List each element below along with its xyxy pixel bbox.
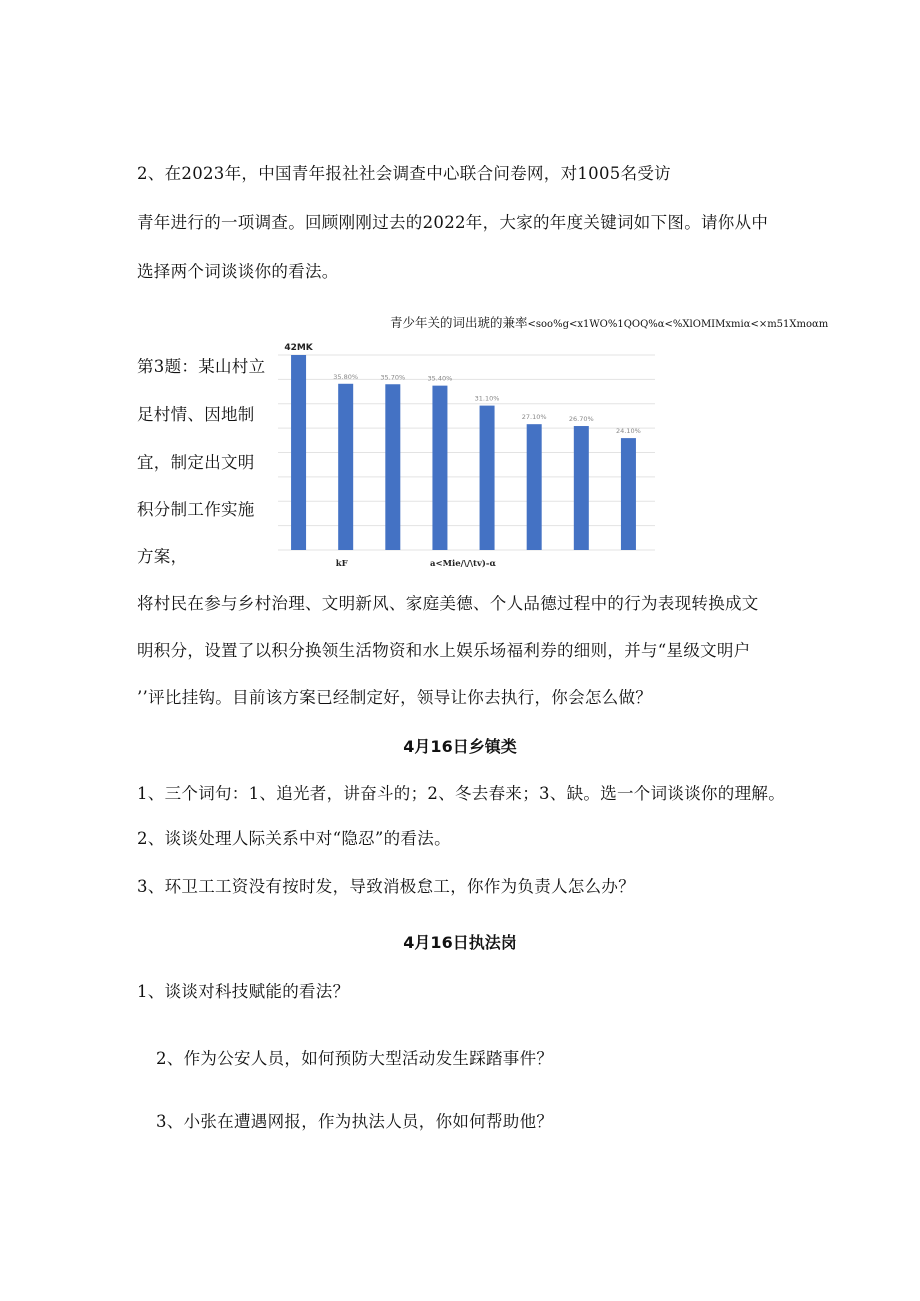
q3-side-line-1: 第3题：某山村立 xyxy=(137,357,266,376)
law-q2: 2、作为公安人员，如何预防大型活动发生踩踏事件？ xyxy=(156,1049,554,1068)
bar-1 xyxy=(338,384,353,550)
bar-7 xyxy=(621,438,636,550)
data-label-4: 31.10% xyxy=(474,394,500,403)
data-label-3: 35.40% xyxy=(427,374,453,383)
q3-line-2: 明积分，设置了以积分换领生活物资和水上娱乐场福利券的细则，并与“星级文明户 xyxy=(137,641,751,660)
chart-title-text: 青少年关的词出琥的兼率 xyxy=(390,315,528,330)
q3-line-1: 将村民在参与乡村治理、文明新风、家庭美德、个人品德过程中的行为表现转换成文 xyxy=(137,594,759,613)
q3-side-line-2: 足村情、因地制 xyxy=(137,405,255,424)
township-q1: 1、三个词句：1、追光者，讲奋斗的；2、冬去春来；3、缺。选一个词谈谈你的理解。 xyxy=(137,784,785,803)
township-q3: 3、环卫工工资没有按时发，导致消极怠工，你作为负责人怎么办？ xyxy=(137,877,635,896)
q3-side-line-4: 积分制工作实施 xyxy=(137,500,255,519)
bar-0 xyxy=(291,355,306,550)
bar-6 xyxy=(574,426,589,550)
township-q2: 2、谈谈处理人际关系中对“隐忍”的看法。 xyxy=(137,829,451,848)
bar-chart xyxy=(270,335,660,570)
q2-line-2: 青年进行的一项调查。回顾刚刚过去的2022年，大家的年度关键词如下图。请你从中 xyxy=(137,213,769,232)
bar-3 xyxy=(432,386,447,550)
bar-4 xyxy=(480,406,495,550)
township-heading: 4月16日乡镇类 xyxy=(403,737,517,756)
law-q1: 1、谈谈对科技赋能的看法？ xyxy=(137,982,350,1001)
chart-title-suffix: <soo%g<x1WO%1QOQ%α<%XlOMIMxmiα<×m51Xmoαm xyxy=(527,319,829,330)
data-label-5: 27.10% xyxy=(521,413,547,422)
q3-side-line-5: 方案， xyxy=(137,547,188,566)
chart-title xyxy=(390,313,828,331)
x-tick-label-3: a<Mie/\/\tv)-α xyxy=(429,559,496,569)
bar-2 xyxy=(385,384,400,550)
law-q3: 3、小张在遭遇网报，作为执法人员，你如何帮助他？ xyxy=(156,1112,554,1131)
q2-line-1: 2、在2023年，中国青年报社社会调查中心联合问卷网，对1005名受访 xyxy=(137,164,671,183)
data-label-7: 24.10% xyxy=(616,427,641,436)
data-label-0: 42MK xyxy=(284,343,313,353)
law-heading: 4月16日执法岗 xyxy=(403,933,517,952)
x-tick-label-1: kF xyxy=(335,559,348,569)
data-label-2: 35.70% xyxy=(380,373,406,382)
data-label-6: 26.70% xyxy=(568,415,594,424)
data-label-1: 35.80% xyxy=(333,372,359,381)
q2-line-3: 选择两个词谈谈你的看法。 xyxy=(137,262,339,281)
q3-side-line-3: 宜，制定出文明 xyxy=(137,453,255,472)
q3-line-3: ’’评比挂钩。目前该方案已经制定好，领导让你去执行，你会怎么做？ xyxy=(137,688,653,707)
bar-5 xyxy=(527,424,542,550)
